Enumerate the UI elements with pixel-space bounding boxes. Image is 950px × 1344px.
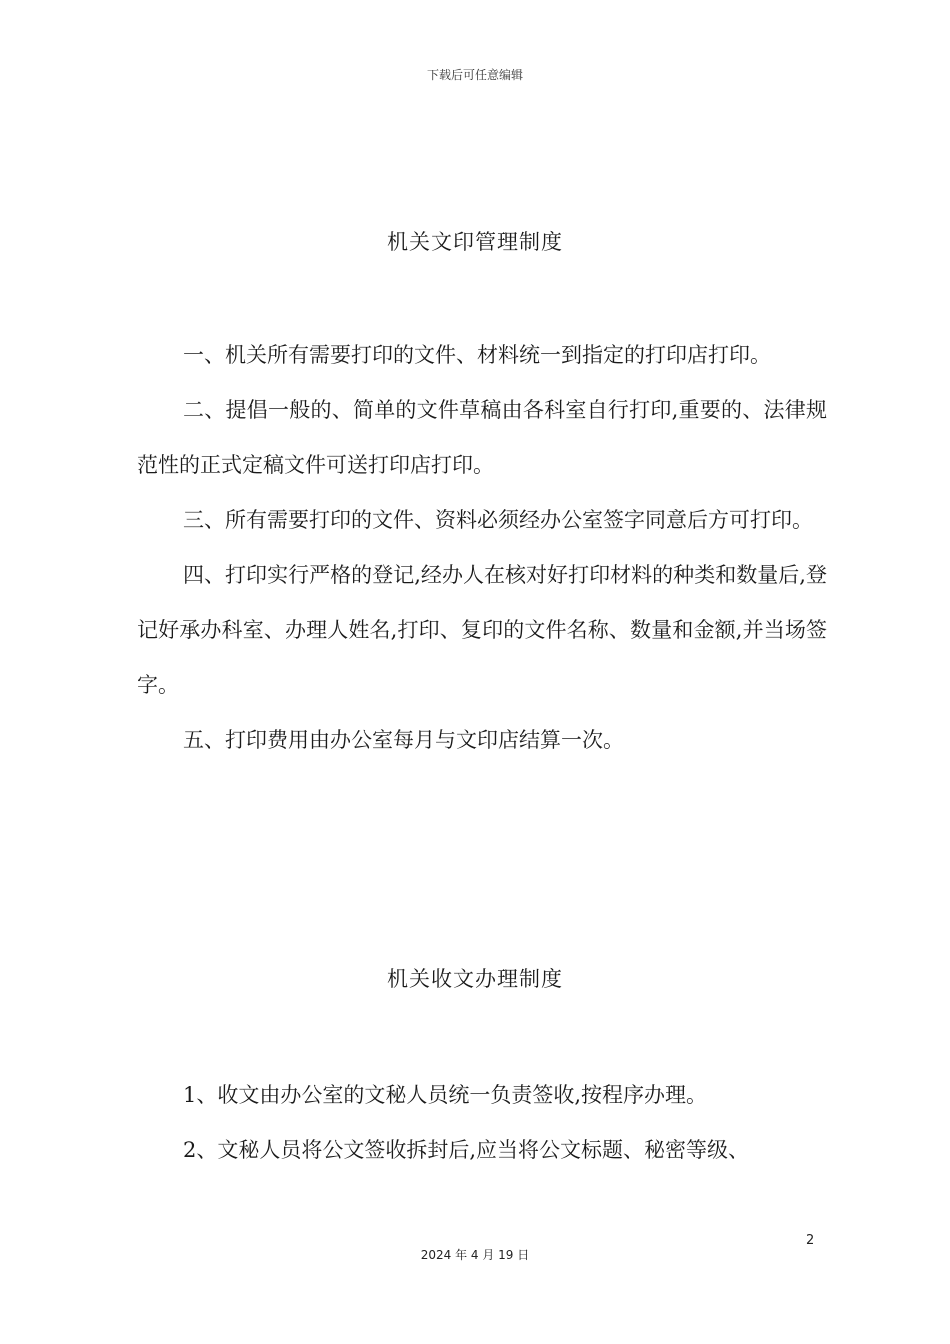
page-header: 下载后可任意编辑 [426,68,523,82]
document-title-incoming-documents: 机关收文办理制度 [387,967,563,991]
paragraph: 四、打印实行严格的登记,经办人在核对好打印材料的种类和数量后,登记好承办科室、办理人姓名,打印、复印的文件名称、数量和金额,并当场签字。 [137,563,827,697]
section-printing-management [137,328,827,768]
paragraph: 五、打印费用由办公室每月与文印店结算一次。 [183,728,624,752]
page-footer-date: 2024 年 4 月 19 日 [420,1248,530,1262]
paragraph: 2、文秘人员将公文签收拆封后,应当将公文标题、秘密等级、 [183,1138,750,1162]
document-title-printing-management: 机关文印管理制度 [387,230,563,254]
paragraph: 一、机关所有需要打印的文件、材料统一到指定的打印店打印。 [183,343,771,367]
paragraph: 二、提倡一般的、简单的文件草稿由各科室自行打印,重要的、法律规范性的正式定稿文件可送打印店打印。 [137,398,827,477]
paragraph: 1、收文由办公室的文秘人员统一负责签收,按程序办理。 [183,1083,708,1107]
page-number: 2 [806,1233,815,1248]
paragraph: 三、所有需要打印的文件、资料必须经办公室签字同意后方可打印。 [183,508,813,532]
section-incoming-documents [137,1068,827,1178]
